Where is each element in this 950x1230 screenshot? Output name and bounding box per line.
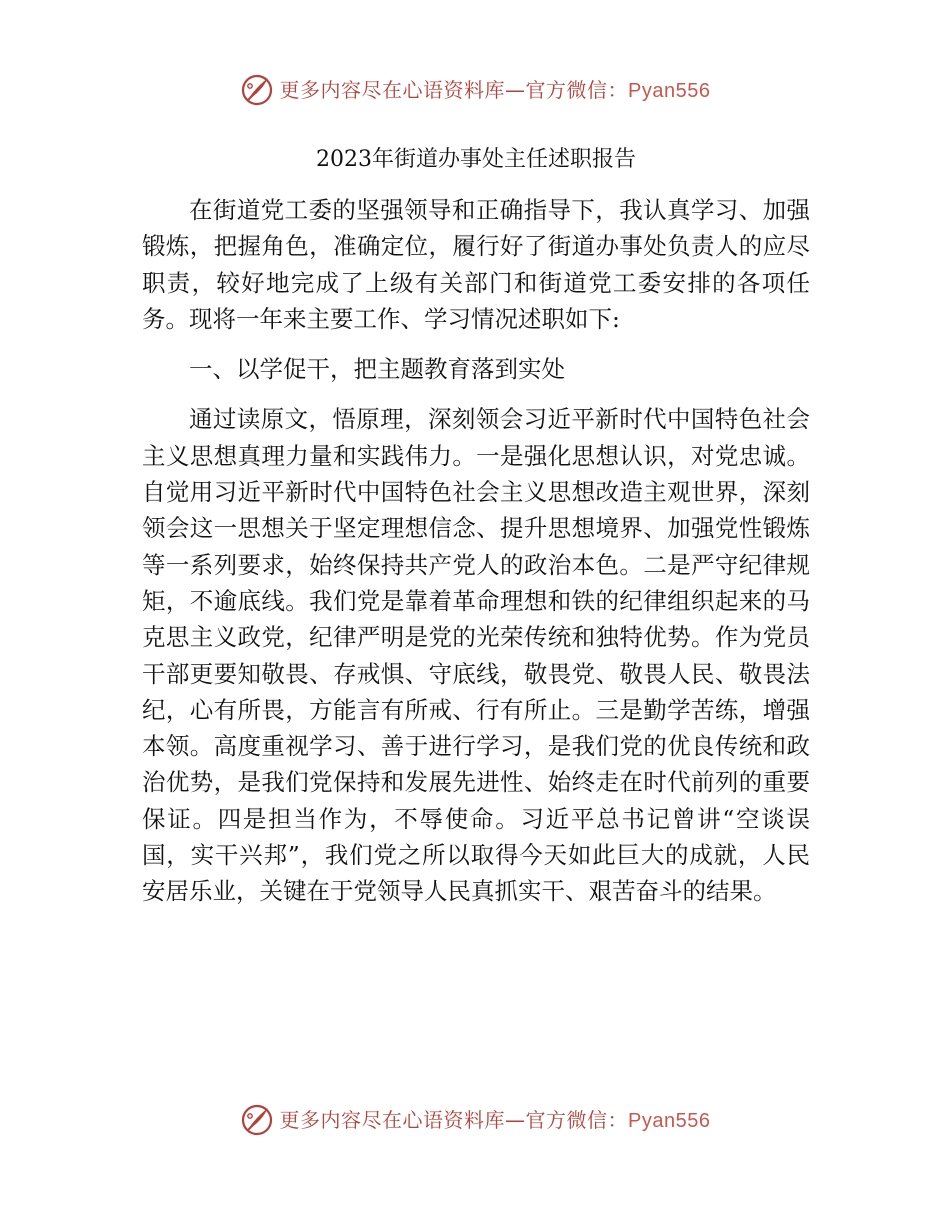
section-paragraph: 通过读原文，悟原理，深刻领会习近平新时代中国特色社会主义思想真理力量和实践伟力。一是强化思想认识，对党忠诚。自觉用习近平新时代中国特色社会主义思想改造主观世界，深刻领会这一思想关于坚定理想信念、提升思想境界、加强党性锻炼等一系列要求，始终保持共产党人的政治本色。二是严守纪律规矩，不逾底线。我们党是靠着革命理想和铁的纪律组织起来的马克思主义政党，纪律严明是党的光荣传统和独特优势。作为党员干部更要知敬畏、存戒惧、守底线，敬畏党、敬畏人民、敬畏法纪，心有所畏，方能言有所戒、行有所止。三是勤学苦练，增强本领。高度重视学习、善于进行学习，是我们党的优良传统和政治优势，是我们党保持和发展先进性、始终走在时代前列的重要保证。四是担当作为，不辱使命。习近平总书记曾讲“空谈误国，实干兴邦”，我们党之所以取得今天如此巨大的成就，人民安居乐业，关键在于党领导人民真抓实干、艰苦奋斗的结果。 <box>142 405 810 906</box>
watermark-label: 官方微信： <box>525 1107 629 1132</box>
watermark-site-name: 更多内容尽在心语资料库 <box>279 1107 506 1132</box>
section-heading: 一、以学促干，把主题教育落到实处 <box>189 355 565 384</box>
watermark-wechat-id: Pyan556 <box>628 1109 711 1132</box>
quill-logo-icon <box>240 1103 274 1137</box>
intro-paragraph: 在街道党工委的坚强领导和正确指导下，我认真学习、加强锻炼，把握角色，准确定位，履行好了街道办事处负责人的应尽职责，较好地完成了上级有关部门和街道党工委安排的各项任务。现将一年来主要工作、学习情况述职如下: <box>142 196 810 333</box>
watermark-dash: — <box>505 1107 526 1132</box>
document-body <box>142 142 810 910</box>
footer-watermark <box>0 1098 950 1142</box>
watermark-label: 官方微信： <box>525 77 629 102</box>
watermark-dash: — <box>505 77 526 102</box>
watermark-text <box>279 77 711 102</box>
document-title: 2023年街道办事处主任述职报告 <box>316 147 636 172</box>
quill-logo-icon <box>240 73 274 107</box>
watermark-text <box>279 1107 711 1132</box>
watermark-site-name: 更多内容尽在心语资料库 <box>279 77 506 102</box>
header-watermark <box>0 68 950 112</box>
watermark-wechat-id: Pyan556 <box>628 79 711 102</box>
